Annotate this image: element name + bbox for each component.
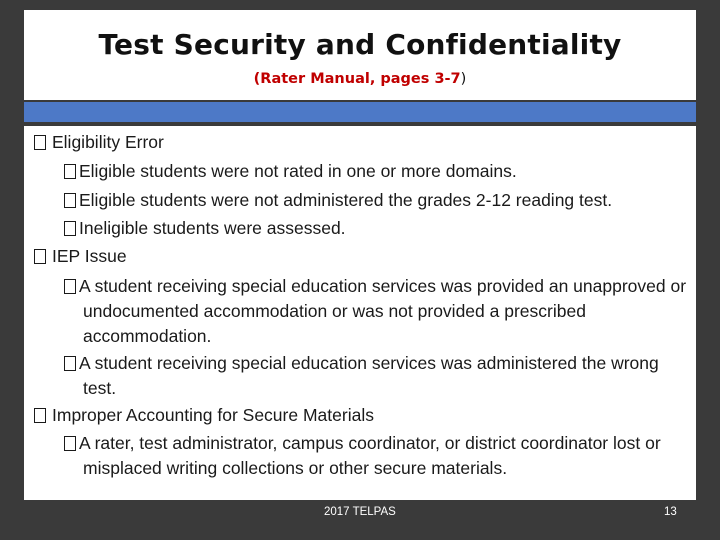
checkbox-icon <box>64 436 76 451</box>
sub-bullet <box>64 216 688 241</box>
checkbox-icon <box>64 193 76 208</box>
checkbox-icon <box>34 249 46 264</box>
checkbox-icon <box>34 135 46 150</box>
sub-bullet <box>64 274 688 349</box>
sub-bullet-text: Ineligible students were assessed. <box>79 218 346 238</box>
checkbox-icon <box>64 221 76 236</box>
sub-bullet-text: A student receiving special education services was provided an unapproved or undocumented accommodation or was not provided a prescribed accommodation. <box>79 276 687 346</box>
bullet-improper-accounting <box>34 403 688 428</box>
checkbox-icon <box>34 408 46 423</box>
sub-bullet <box>64 431 688 481</box>
bullet-iep-issue <box>34 244 688 269</box>
bullet-label: IEP Issue <box>52 246 127 266</box>
subtitle-close-paren: ) <box>460 71 467 87</box>
checkbox-icon <box>64 164 76 179</box>
checkbox-icon <box>64 279 76 294</box>
bullet-label: Improper Accounting for Secure Materials <box>52 405 374 425</box>
subtitle-text: (Rater Manual, pages 3-7 <box>253 71 461 87</box>
slide-subtitle <box>24 71 696 87</box>
slide-title: Test Security and Confidentiality <box>98 28 622 61</box>
sub-bullet <box>64 351 688 401</box>
page-number: 13 <box>664 506 677 518</box>
sub-bullet <box>64 188 688 213</box>
title-box <box>24 10 696 100</box>
sub-bullet-text: Eligible students were not administered the grades 2-12 reading test. <box>79 190 613 210</box>
sub-bullet-text: Eligible students were not rated in one or more domains. <box>79 161 517 181</box>
accent-bar <box>24 102 696 122</box>
footer-text: 2017 TELPAS <box>324 506 396 518</box>
content-area <box>24 126 696 500</box>
checkbox-icon <box>64 356 76 371</box>
bullet-label: Eligibility Error <box>52 132 164 152</box>
sub-bullet-text: A rater, test administrator, campus coordinator, or district coordinator lost or misplaced writing collections or other secure materials. <box>79 433 661 478</box>
sub-bullet-text: A student receiving special education services was administered the wrong test. <box>79 353 659 398</box>
bullet-eligibility-error <box>34 130 688 155</box>
sub-bullet <box>64 159 688 184</box>
